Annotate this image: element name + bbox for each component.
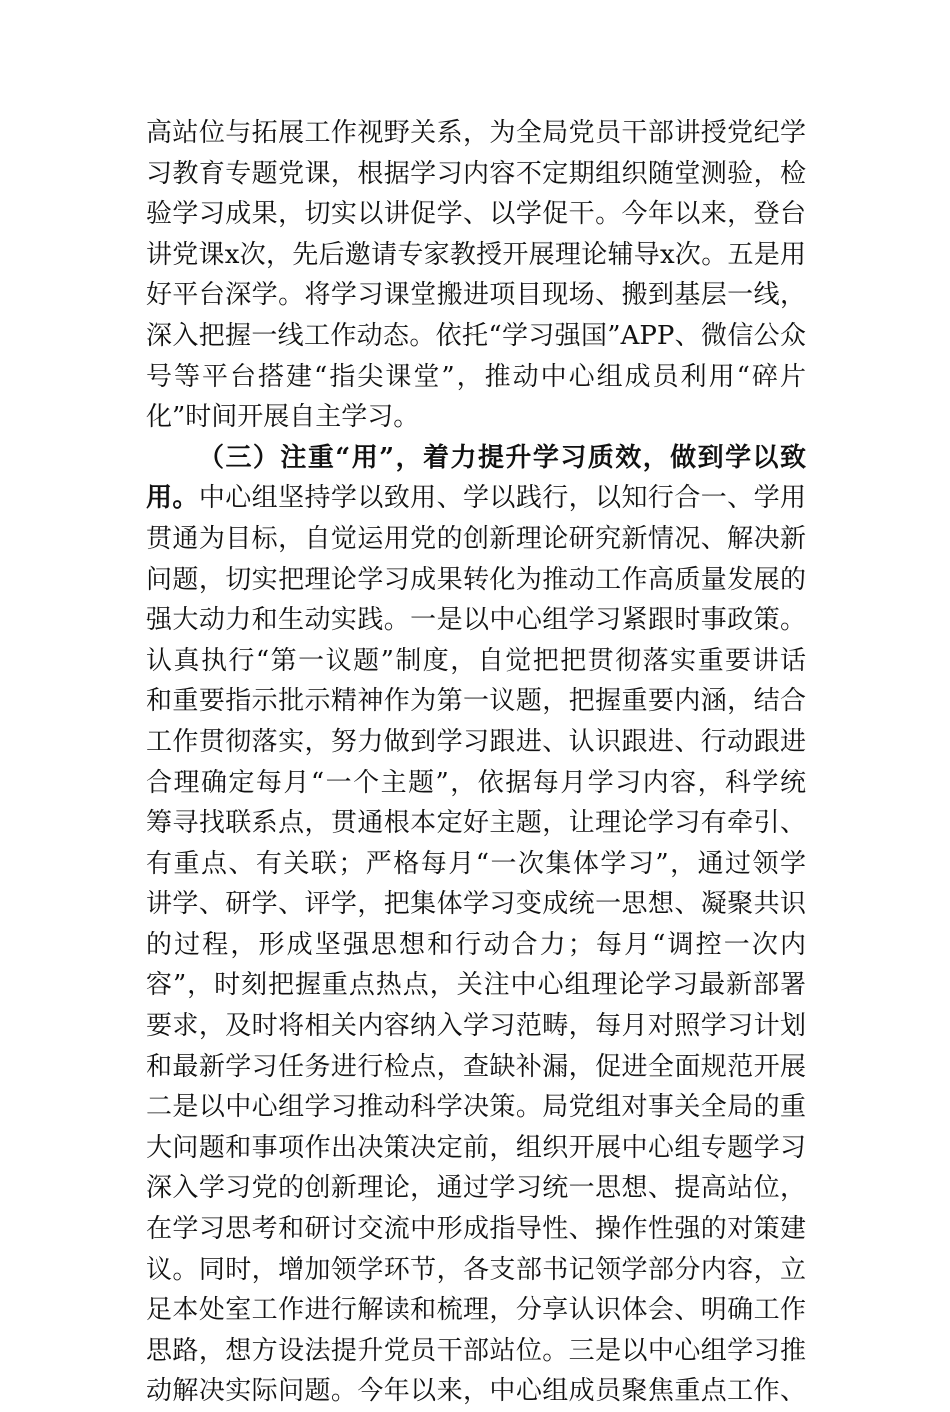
text-line: 要求，及时将相关内容纳入学习范畴，每月对照学习计划 bbox=[146, 1011, 806, 1042]
text-line: 讲学、研学、评学，把集体学习变成统一思想、凝聚共识 bbox=[146, 889, 806, 920]
text-line: 和最新学习任务进行检点，查缺补漏，促进全面规范开展 bbox=[146, 1051, 806, 1082]
section-heading-text: （三）注重“用”，着力提升学习质效，做到学以致 bbox=[198, 442, 806, 473]
text-line: 在学习思考和研讨交流中形成指导性、操作性强的对策建 bbox=[146, 1214, 806, 1245]
text-line: 贯通为目标，自觉运用党的创新理论研究新情况、解决新 bbox=[146, 523, 806, 554]
text-line: 容”，时刻把握重点热点，关注中心组理论学习最新部署 bbox=[146, 970, 806, 1001]
text-line: 化”时间开展自主学习。 bbox=[146, 402, 420, 433]
text-line bbox=[146, 478, 806, 519]
text-line: 议。同时，增加领学环节，各支部书记领学部分内容，立 bbox=[146, 1254, 806, 1285]
text-line: 深入把握一线工作动态。依托“学习强国”APP、微信公众 bbox=[146, 320, 806, 351]
text-line: 好平台深学。将学习课堂搬进项目现场、搬到基层一线， bbox=[146, 280, 806, 311]
section-heading bbox=[146, 438, 806, 479]
text-line: 问题，切实把理论学习成果转化为推动工作高质量发展的 bbox=[146, 564, 806, 595]
text-line: 高站位与拓展工作视野关系，为全局党员干部讲授党纪学 bbox=[146, 118, 806, 148]
text-line: 筹寻找联系点，贯通根本定好主题，让理论学习有牵引、 bbox=[146, 808, 806, 839]
text-line: 思路，想方设法提升党员干部站位。三是以中心组学习推 bbox=[146, 1335, 806, 1366]
text-line: 认真执行“第一议题”制度，自觉把把贯彻落实重要讲话 bbox=[146, 645, 806, 676]
text-line-rest: 中心组坚持学以致用、学以践行，以知行合一、学用 bbox=[198, 483, 806, 514]
text-line: 验学习成果，切实以讲促学、以学促干。今年以来，登台 bbox=[146, 199, 806, 230]
section-heading-end: 用。 bbox=[146, 483, 199, 514]
text-line: 的过程，形成坚强思想和行动合力；每月“调控一次内 bbox=[146, 929, 806, 960]
text-line: 工作贯彻落实，努力做到学习跟进、认识跟进、行动跟进 bbox=[146, 726, 806, 757]
text-line: 深入学习党的创新理论，通过学习统一思想、提高站位， bbox=[146, 1173, 806, 1204]
text-line: 合理确定每月“一个主题”，依据每月学习内容，科学统 bbox=[146, 767, 806, 798]
text-line: 和重要指示批示精神作为第一议题，把握重要内涵，结合 bbox=[146, 686, 806, 717]
text-line: 讲党课x次，先后邀请专家教授开展理论辅导x次。五是用 bbox=[146, 239, 806, 270]
text-line: 有重点、有关联；严格每月“一次集体学习”，通过领学 bbox=[146, 848, 806, 879]
text-line: 动解决实际问题。今年以来，中心组成员聚焦重点工作、 bbox=[146, 1376, 806, 1407]
text-line: 习教育专题党课，根据学习内容不定期组织随堂测验，检 bbox=[146, 158, 806, 189]
text-line: 大问题和事项作出决策决定前，组织开展中心组专题学习 bbox=[146, 1132, 806, 1163]
body-text bbox=[146, 113, 806, 1412]
text-line: 强大动力和生动实践。一是以中心组学习紧跟时事政策。 bbox=[146, 605, 806, 636]
text-line: 号等平台搭建“指尖课堂”，推动中心组成员利用“碎片 bbox=[146, 361, 806, 392]
text-line: 二是以中心组学习推动科学决策。局党组对事关全局的重 bbox=[146, 1092, 806, 1123]
text-line: 足本处室工作进行解读和梳理，分享认识体会、明确工作 bbox=[146, 1295, 806, 1326]
